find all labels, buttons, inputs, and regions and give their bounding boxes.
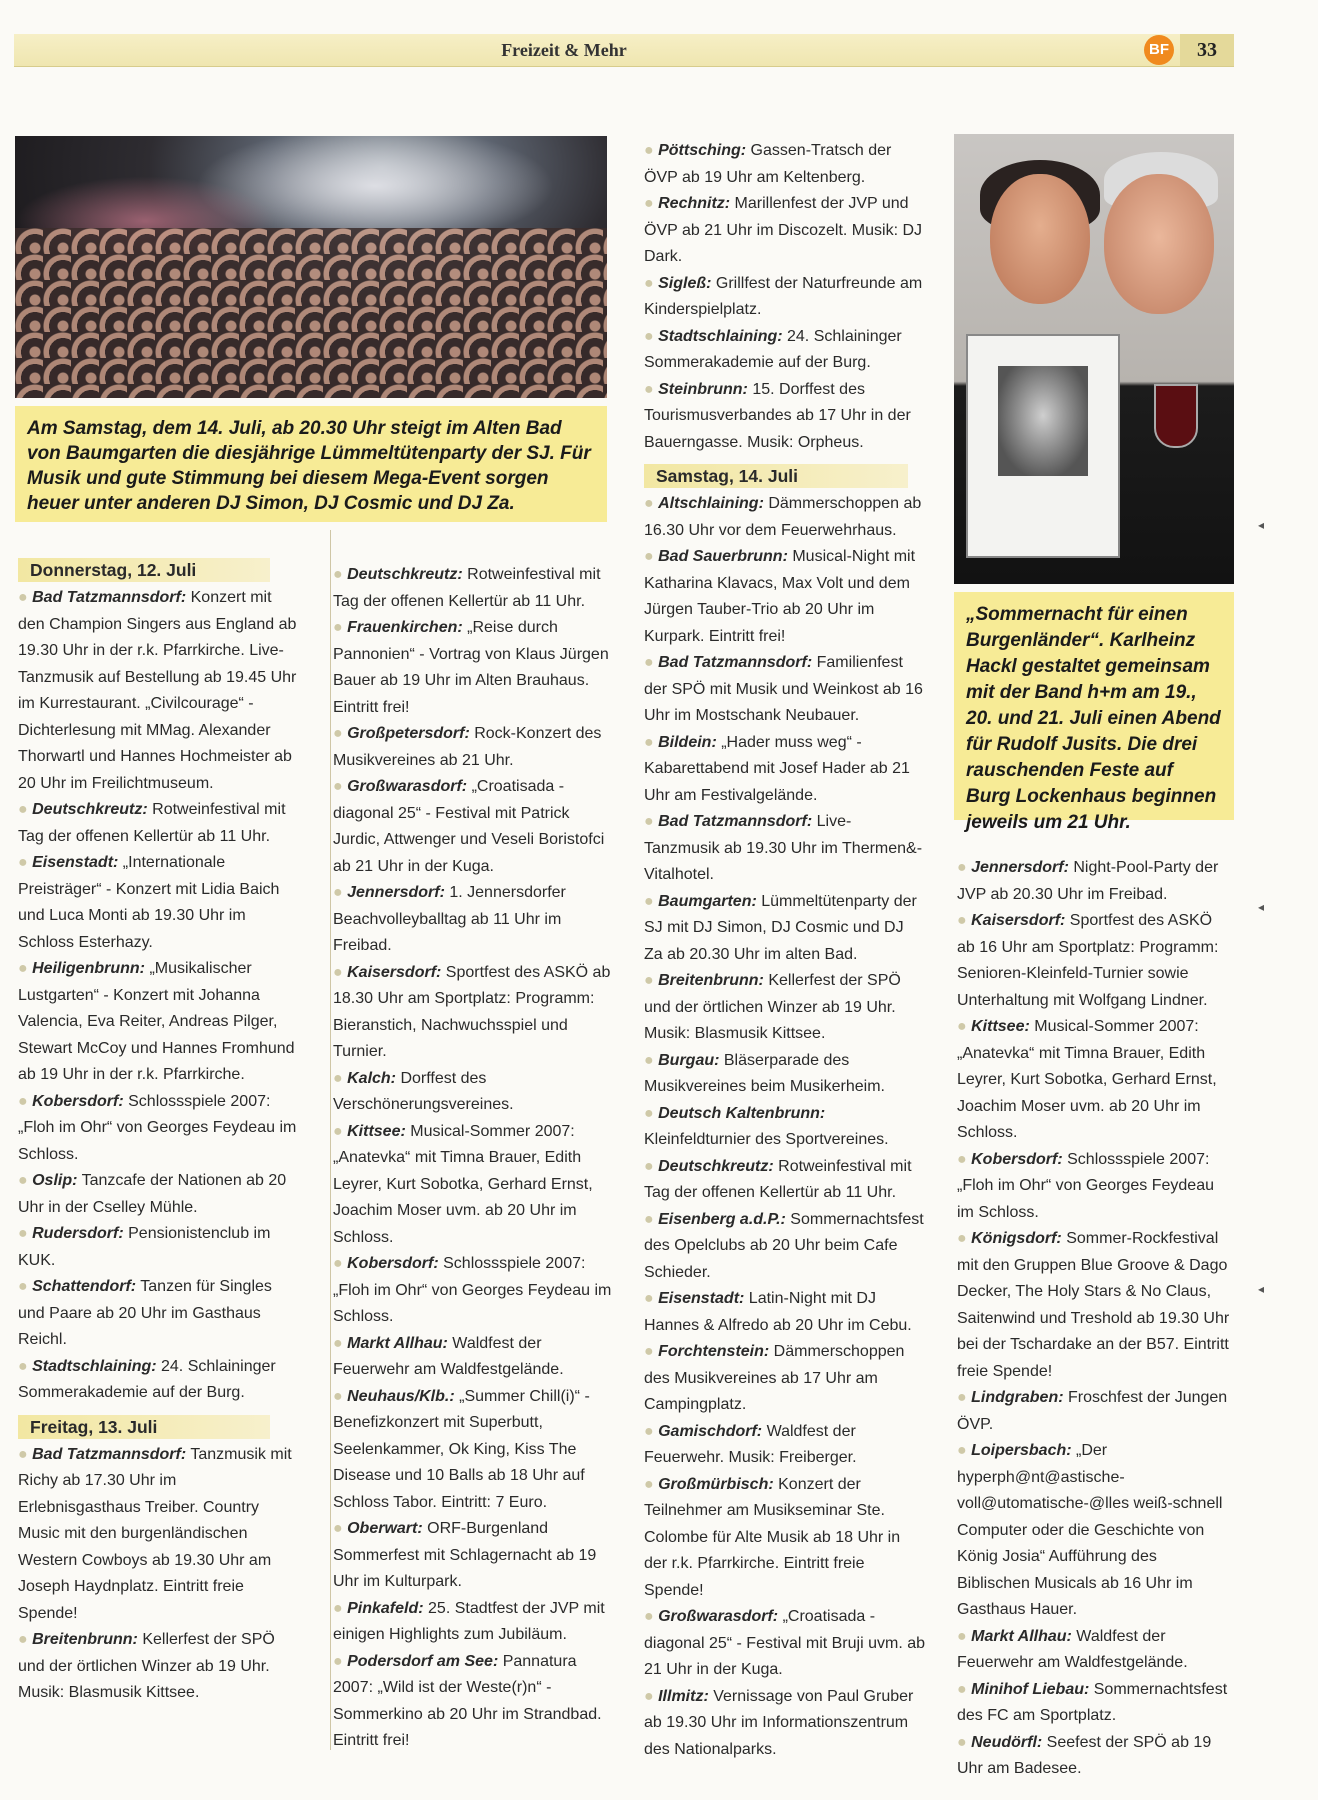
event-description: Sommer-Rockfestival mit den Gruppen Blue Groove & Dago Decker, The Holy Stars & No Claus, Saitenwind und Treshold ab 19.30 Uhr bei der Tschardake an der B57. Eintritt freie Spende! xyxy=(957,1230,1230,1380)
event-entry xyxy=(644,1207,926,1287)
event-description: Musical-Sommer 2007: „Anatevka“ mit Timna Brauer, Edith Leyrer, Kurt Sobotka, Gerhard Ernst, Joachim Moser uvm. ab 20 Uhr im Schloss. xyxy=(957,1018,1217,1141)
bullet-icon: ● xyxy=(644,1104,659,1122)
bullet-icon: ● xyxy=(957,859,972,876)
event-column-4 xyxy=(957,855,1233,1783)
event-location: Oslip: xyxy=(32,1172,78,1189)
event-description: Sommernachtsfest des Opelclubs ab 20 Uhr beim Cafe Schieder. xyxy=(644,1210,924,1281)
event-location: Stadtschlaining: xyxy=(32,1357,157,1375)
event-location: Kittsee: xyxy=(971,1018,1030,1035)
event-entry xyxy=(644,1101,926,1154)
event-location: Markt Allhau: xyxy=(347,1334,448,1352)
event-description: Dorffest des Verschönerungsvereines. xyxy=(333,1069,514,1113)
bullet-icon: ● xyxy=(957,912,972,929)
event-location: Bad Tatzmannsdorf: xyxy=(658,654,813,671)
event-location: Podersdorf am See: xyxy=(347,1652,499,1670)
event-description: Tanzmusik mit Richy ab 17.30 Uhr im Erlebnisgasthaus Treiber. Country Music mit den burgenländischen Western Cowboys ab 19.30 Uhr am Joseph Haydnplatz. Eintritt freie Spende! xyxy=(18,1445,292,1622)
event-description: 15. Dorffest des Tourismusverbandes ab 17 Uhr in der Bauerngasse. Musik: Orpheus. xyxy=(644,380,911,451)
day-heading-friday: Freitag, 13. Juli xyxy=(18,1415,270,1439)
bullet-icon: ● xyxy=(18,854,33,871)
event-entry xyxy=(644,809,926,889)
event-description: Latin-Night mit DJ Hannes & Alfredo ab 20 Uhr im Cebu. xyxy=(644,1290,912,1334)
event-location: Kobersdorf: xyxy=(347,1255,439,1272)
event-description: „Musikalischer Lustgarten“ - Konzert mit Johanna Valencia, Eva Reiter, Andreas Pilger, Stewart McCoy und Hannes Fromhund ab 19 Uhr in der r.k. Pfarrkirche. xyxy=(18,960,295,1083)
bullet-icon: ● xyxy=(644,142,659,159)
bullet-icon: ● xyxy=(18,1445,33,1463)
event-description: Pannatura 2007: „Wild ist der Weste(r)n“ - Sommerkino ab 20 Uhr im Strandbad. Eintritt frei! xyxy=(333,1652,602,1749)
event-entry xyxy=(644,1419,926,1472)
bullet-icon: ● xyxy=(333,963,348,981)
bullet-icon: ● xyxy=(18,1225,33,1242)
bullet-icon: ● xyxy=(18,1357,33,1375)
bullet-icon: ● xyxy=(18,589,33,606)
bullet-icon: ● xyxy=(333,1599,348,1617)
bullet-icon: ● xyxy=(644,1290,659,1307)
event-description: Pensionistenclub im KUK. xyxy=(18,1225,271,1269)
bullet-icon: ● xyxy=(644,892,659,910)
event-entry xyxy=(333,721,615,774)
event-description: „Der hyperph@nt@astische-voll@utomatische-@lles weiß-schnell Computer oder die Geschichte von König Josia“ Aufführung des Biblischen Musicals ab 16 Uhr im Gasthaus Hauer. xyxy=(957,1442,1223,1618)
thursday-events xyxy=(18,585,300,1407)
event-entry xyxy=(333,880,615,960)
margin-mark: ◂ xyxy=(1258,518,1265,532)
event-location: Oberwart: xyxy=(347,1520,423,1537)
event-description: Sportfest des ASKÖ ab 18.30 Uhr am Sportplatz: Programm: Bieranstich, Nachwuchsspiel und Turnier. xyxy=(333,963,611,1060)
event-entry xyxy=(333,1331,615,1384)
event-entry xyxy=(18,1442,300,1628)
event-description: Rotweinfestival mit Tag der offenen Kellertür ab 11 Uhr. xyxy=(18,801,286,845)
event-location: Großwarasdorf: xyxy=(347,778,468,795)
event-description: Schlossspiele 2007: „Floh im Ohr“ von Georges Feydeau im Schloss. xyxy=(333,1255,612,1325)
event-entry xyxy=(957,1624,1233,1677)
event-entry xyxy=(333,1596,615,1649)
saturday-events xyxy=(644,491,926,1763)
event-location: Jennersdorf: xyxy=(347,884,445,901)
event-location: Jennersdorf: xyxy=(971,859,1069,876)
event-entry xyxy=(644,968,926,1048)
event-location: Stadtschlaining: xyxy=(658,327,783,345)
event-description: Waldfest der Feuerwehr. Musik: Freiberger. xyxy=(644,1422,857,1466)
event-description: Kleinfeldturnier des Sportvereines. xyxy=(644,1131,889,1148)
event-description: Rotweinfestival mit Tag der offenen Kellertür ab 11 Uhr. xyxy=(644,1157,912,1201)
bullet-icon: ● xyxy=(644,1210,659,1228)
day-heading-saturday: Samstag, 14. Juli xyxy=(644,464,908,488)
bullet-icon: ● xyxy=(957,1389,972,1406)
event-description: „Croatisada - diagonal 25“ - Festival mit Bruji uvm. ab 21 Uhr in der Kuga. xyxy=(644,1608,925,1678)
event-entry xyxy=(644,324,926,377)
bullet-icon: ● xyxy=(644,195,659,212)
event-location: Deutsch Kaltenbrunn: xyxy=(658,1104,826,1122)
event-entry xyxy=(957,1730,1233,1783)
bullet-icon: ● xyxy=(644,1422,659,1440)
event-description: Musical-Night mit Katharina Klavacs, Max Volt und dem Jürgen Tauber-Trio ab 20 Uhr im Kurpark. Eintritt frei! xyxy=(644,548,916,645)
event-description: Familienfest der SPÖ mit Musik und Weinkost ab 16 Uhr im Mostschank Neubauer. xyxy=(644,654,923,724)
bullet-icon: ● xyxy=(644,733,659,751)
event-entry xyxy=(644,1048,926,1101)
bullet-icon: ● xyxy=(333,1520,348,1537)
event-entry xyxy=(18,956,300,1089)
bullet-icon: ● xyxy=(957,1230,972,1247)
event-location: Sigleß: xyxy=(658,274,712,292)
event-location: Kobersdorf: xyxy=(32,1092,124,1110)
event-entry xyxy=(957,855,1233,908)
event-location: Deutschkreutz: xyxy=(347,566,463,583)
bullet-icon: ● xyxy=(957,1733,972,1751)
event-entry xyxy=(18,1168,300,1221)
event-location: Schattendorf: xyxy=(32,1278,137,1295)
event-entry xyxy=(957,1226,1233,1385)
event-location: Kobersdorf: xyxy=(971,1150,1063,1168)
event-description: Sommernachtsfest des FC am Sportplatz. xyxy=(957,1680,1228,1724)
event-entry xyxy=(333,1516,615,1596)
event-description: Tanzcafe der Nationen ab 20 Uhr in der Cselley Mühle. xyxy=(18,1172,287,1216)
event-location: Großwarasdorf: xyxy=(658,1608,779,1625)
event-location: Rechnitz: xyxy=(658,195,731,212)
event-entry xyxy=(644,730,926,810)
event-entry xyxy=(957,908,1233,1014)
event-location: Bad Tatzmannsdorf: xyxy=(658,813,813,830)
bullet-icon: ● xyxy=(333,1387,348,1405)
event-location: Loipersbach: xyxy=(971,1442,1072,1459)
event-description: „Reise durch Pannonien“ - Vortrag von Klaus Jürgen Bauer ab 19 Uhr im Alten Brauhaus. Eintritt frei! xyxy=(333,619,609,716)
event-location: Großmürbisch: xyxy=(658,1475,774,1493)
event-location: Eisenstadt: xyxy=(32,854,119,871)
friday-events-continued xyxy=(644,138,926,456)
event-location: Pinkafeld: xyxy=(347,1599,424,1617)
event-location: Minihof Liebau: xyxy=(971,1680,1090,1698)
event-location: Bad Tatzmannsdorf: xyxy=(32,589,187,606)
event-entry xyxy=(644,191,926,271)
bullet-icon: ● xyxy=(957,1150,972,1168)
bullet-icon: ● xyxy=(644,1475,659,1493)
event-entry xyxy=(644,650,926,730)
bullet-icon: ● xyxy=(644,813,659,830)
bullet-icon: ● xyxy=(18,960,33,977)
bullet-icon: ● xyxy=(18,801,33,818)
event-entry xyxy=(333,1066,615,1119)
event-location: Kalch: xyxy=(347,1069,397,1087)
event-description: Konzert der Teilnehmer am Musikseminar Ste. Colombe für Alte Musik ab 18 Uhr in der r.k. Pfarrkirche. Eintritt freie Spende! xyxy=(644,1475,901,1599)
event-description: 25. Stadtfest der JVP mit einigen Highlights zum Jubiläum. xyxy=(333,1599,605,1643)
event-entry xyxy=(644,1604,926,1684)
hackl-portrait-photo xyxy=(954,134,1234,584)
event-location: Bad Sauerbrunn: xyxy=(658,548,788,565)
event-entry xyxy=(18,1274,300,1354)
bullet-icon: ● xyxy=(18,1172,33,1189)
margin-mark: ◂ xyxy=(1258,900,1265,914)
bullet-icon: ● xyxy=(644,1051,659,1069)
bullet-icon: ● xyxy=(333,725,348,742)
event-location: Kittsee: xyxy=(347,1122,406,1140)
bullet-icon: ● xyxy=(644,654,659,671)
event-entry xyxy=(333,562,615,615)
crowd-party-photo xyxy=(15,136,607,398)
event-entry xyxy=(644,491,926,544)
event-entry xyxy=(644,1684,926,1764)
event-location: Deutschkreutz: xyxy=(658,1157,774,1175)
event-entry xyxy=(644,544,926,650)
event-entry xyxy=(18,850,300,956)
bullet-icon: ● xyxy=(333,1334,348,1352)
event-description: Sportfest des ASKÖ ab 16 Uhr am Sportplatz: Programm: Senioren-Kleinfeld-Turnier sowie Unterhaltung mit Wolfgang Lindner. xyxy=(957,912,1219,1009)
event-description: „Croatisada - diagonal 25“ - Festival mit Patrick Jurdic, Attwenger und Veseli Boristofci ab 21 Uhr in der Kuga. xyxy=(333,778,605,875)
bullet-icon: ● xyxy=(333,619,348,636)
event-location: Pöttsching: xyxy=(658,142,747,159)
event-description: Gassen-Tratsch der ÖVP ab 19 Uhr am Keltenberg. xyxy=(644,142,892,186)
event-entry xyxy=(644,1154,926,1207)
event-description: Rotweinfestival mit Tag der offenen Kellertür ab 11 Uhr. xyxy=(333,566,601,610)
bullet-icon: ● xyxy=(957,1680,972,1698)
event-description: 24. Schlaininger Sommerakademie auf der Burg. xyxy=(18,1357,276,1401)
event-location: Altschlaining: xyxy=(658,495,764,512)
event-location: Frauenkirchen: xyxy=(347,619,463,636)
bullet-icon: ● xyxy=(333,778,348,795)
event-entry xyxy=(333,960,615,1066)
event-description: Waldfest der Feuerwehr am Waldfestgelände. xyxy=(957,1627,1188,1671)
event-description: „Summer Chill(i)“ - Benefizkonzert mit Superbutt, Seelenkammer, Ok King, Kiss The Disease und 10 Balls ab 18 Uhr auf Schloss Tabor. Eintritt: 7 Euro. xyxy=(333,1387,590,1511)
event-entry xyxy=(957,1677,1233,1730)
event-entry xyxy=(644,271,926,324)
bullet-icon: ● xyxy=(333,1652,348,1670)
margin-mark: ◂ xyxy=(1258,1282,1265,1296)
event-column-3 xyxy=(644,138,926,1763)
event-entry xyxy=(644,1472,926,1605)
day-heading-thursday: Donnerstag, 12. Juli xyxy=(18,558,270,582)
event-entry xyxy=(333,1649,615,1755)
event-location: Kaisersdorf: xyxy=(347,963,442,981)
bullet-icon: ● xyxy=(644,548,659,565)
event-entry xyxy=(957,1147,1233,1227)
event-location: Eisenstadt: xyxy=(658,1290,745,1307)
event-column-1 xyxy=(18,558,300,1707)
section-title: Freizeit & Mehr xyxy=(501,40,627,60)
event-description: 1. Jennersdorfer Beachvolleyballtag ab 11 Uhr im Freibad. xyxy=(333,884,566,954)
event-description: Schlossspiele 2007: „Floh im Ohr“ von Georges Feydeau im Schloss. xyxy=(18,1092,297,1163)
bullet-icon: ● xyxy=(644,1157,659,1175)
event-description: Seefest der SPÖ ab 19 Uhr am Badesee. xyxy=(957,1733,1212,1777)
event-location: Breitenbrunn: xyxy=(32,1631,138,1648)
event-column-2 xyxy=(333,562,615,1755)
event-entry xyxy=(957,1014,1233,1147)
event-location: Markt Allhau: xyxy=(971,1627,1072,1645)
event-entry xyxy=(333,615,615,721)
duo-photo-caption: „Sommernacht für einen Burgenländer“. Karlheinz Hackl gestaltet gemeinsam mit der Band h+m am 19., 20. und 21. Juli einen Abend für Rudolf Jusits. Die drei rauschenden Feste auf Burg Lockenhaus beginnen jeweils um 21 Uhr. xyxy=(954,592,1234,820)
page-header xyxy=(14,34,1234,67)
event-location: Großpetersdorf: xyxy=(347,725,470,742)
event-description: Bläserparade des Musikvereines beim Musikerheim. xyxy=(644,1051,885,1095)
event-location: Bildein: xyxy=(658,733,717,751)
event-description: Musical-Sommer 2007: „Anatevka“ mit Timna Brauer, Edith Leyrer, Kurt Sobotka, Gerhard Ernst, Joachim Moser uvm. ab 20 Uhr im Schloss. xyxy=(333,1122,593,1246)
event-description: Vernissage von Paul Gruber ab 19.30 Uhr im Informationszentrum des Nationalparks. xyxy=(644,1687,914,1758)
bullet-icon: ● xyxy=(333,1069,348,1087)
event-location: Neudörfl: xyxy=(971,1733,1043,1751)
bullet-icon: ● xyxy=(957,1627,972,1645)
bullet-icon: ● xyxy=(333,1122,348,1140)
event-description: Konzert mit den Champion Singers aus England ab 19.30 Uhr in der r.k. Pfarrkirche. Live-Tanzmusik auf Bestellung ab 19.45 Uhr im Kurrestaurant. „Civilcourage“ - Dichterlesung mit MMag. Alexander Thorwartl und Hannes Hochmeister ab 20 Uhr im Freilichtmuseum. xyxy=(18,589,297,792)
event-entry xyxy=(333,1384,615,1517)
event-entry xyxy=(333,1251,615,1331)
bullet-icon: ● xyxy=(333,566,348,583)
event-description: „Internationale Preisträger“ - Konzert mit Lidia Baich und Luca Monti ab 19.30 Uhr im Schloss Esterhazy. xyxy=(18,854,280,951)
event-description: Grillfest der Naturfreunde am Kinderspielplatz. xyxy=(644,274,923,318)
event-entry xyxy=(333,774,615,880)
event-description: Lümmeltütenparty der SJ mit DJ Simon, DJ Cosmic und DJ Za ab 20.30 Uhr im alten Bad. xyxy=(644,892,917,963)
bullet-icon: ● xyxy=(644,327,659,345)
event-location: Rudersdorf: xyxy=(32,1225,124,1242)
bullet-icon: ● xyxy=(333,1255,348,1272)
event-location: Königsdorf: xyxy=(971,1230,1062,1247)
bullet-icon: ● xyxy=(644,274,659,292)
event-location: Gamischdorf: xyxy=(658,1422,763,1440)
event-entry xyxy=(18,585,300,797)
event-description: Kellerfest der SPÖ und der örtlichen Winzer ab 19 Uhr. Musik: Blasmusik Kittsee. xyxy=(644,972,901,1042)
event-description: „Hader muss weg“ - Kabarettabend mit Josef Hader ab 21 Uhr am Festivalgelände. xyxy=(644,733,910,804)
event-location: Forchtenstein: xyxy=(658,1343,770,1360)
event-entry xyxy=(957,1385,1233,1438)
event-entry xyxy=(18,1089,300,1169)
column-divider xyxy=(330,530,331,1750)
event-description: Rock-Konzert des Musikvereines ab 21 Uhr. xyxy=(333,725,602,769)
event-entry xyxy=(18,1221,300,1274)
event-description: Dämmerschoppen ab 16.30 Uhr vor dem Feuerwehrhaus. xyxy=(644,495,922,539)
bf-logo-icon: BF xyxy=(1144,35,1174,65)
event-entry xyxy=(18,1354,300,1407)
event-entry xyxy=(18,797,300,850)
page-number: 33 xyxy=(1180,34,1234,66)
event-entry xyxy=(644,1286,926,1339)
event-entry xyxy=(333,1119,615,1252)
event-location: Illmitz: xyxy=(658,1687,709,1705)
event-description: Kellerfest der SPÖ und der örtlichen Winzer ab 19 Uhr. Musik: Blasmusik Kittsee. xyxy=(18,1631,275,1701)
event-description: 24. Schlaininger Sommerakademie auf der Burg. xyxy=(644,327,902,371)
event-description: Schlossspiele 2007: „Floh im Ohr“ von Georges Feydeau im Schloss. xyxy=(957,1150,1214,1221)
event-location: Baumgarten: xyxy=(658,892,757,910)
event-description: Dämmerschoppen des Musikvereines ab 17 Uhr am Campingplatz. xyxy=(644,1343,905,1413)
bullet-icon: ● xyxy=(18,1278,33,1295)
bullet-icon: ● xyxy=(644,495,659,512)
bullet-icon: ● xyxy=(644,1343,659,1360)
bullet-icon: ● xyxy=(644,1687,659,1705)
event-entry xyxy=(644,1339,926,1419)
event-location: Heiligenbrunn: xyxy=(32,960,145,977)
bullet-icon: ● xyxy=(957,1442,972,1459)
event-description: Tanzen für Singles und Paare ab 20 Uhr im Gasthaus Reichl. xyxy=(18,1278,272,1348)
event-description: Waldfest der Feuerwehr am Waldfestgelände. xyxy=(333,1334,564,1378)
event-location: Breitenbrunn: xyxy=(658,972,764,989)
event-location: Steinbrunn: xyxy=(658,380,748,398)
event-description: Night-Pool-Party der JVP ab 20.30 Uhr im Freibad. xyxy=(957,859,1219,903)
event-entry xyxy=(644,138,926,191)
event-location: Bad Tatzmannsdorf: xyxy=(32,1445,187,1463)
bullet-icon: ● xyxy=(18,1092,33,1110)
bullet-icon: ● xyxy=(957,1018,972,1035)
event-entry xyxy=(644,377,926,457)
bullet-icon: ● xyxy=(333,884,348,901)
event-description: Froschfest der Jungen ÖVP. xyxy=(957,1389,1228,1433)
event-description: Live-Tanzmusik ab 19.30 Uhr im Thermen&-Vitalhotel. xyxy=(644,813,923,883)
event-location: Deutschkreutz: xyxy=(32,801,148,818)
event-location: Eisenberg a.d.P.: xyxy=(658,1210,786,1228)
bullet-icon: ● xyxy=(644,972,659,989)
event-location: Lindgraben: xyxy=(971,1389,1064,1406)
event-entry xyxy=(957,1438,1233,1624)
event-description: ORF-Burgenland Sommerfest mit Schlagernacht ab 19 Uhr im Kulturpark. xyxy=(333,1520,597,1590)
crowd-photo-caption: Am Samstag, dem 14. Juli, ab 20.30 Uhr steigt im Alten Bad von Baumgarten die diesjährige Lümmeltütenparty der SJ. Für Musik und gute Stimmung bei diesem Mega-Event sorgen heuer unter anderen DJ Simon, DJ Cosmic und DJ Za. xyxy=(15,406,607,522)
event-location: Kaisersdorf: xyxy=(971,912,1066,929)
event-location: Neuhaus/Klb.: xyxy=(347,1387,455,1405)
event-entry xyxy=(644,889,926,969)
event-entry xyxy=(18,1627,300,1707)
bullet-icon: ● xyxy=(644,380,659,398)
bullet-icon: ● xyxy=(18,1631,33,1648)
friday-events xyxy=(18,1442,300,1707)
bullet-icon: ● xyxy=(644,1608,659,1625)
event-description: Marillenfest der JVP und ÖVP ab 21 Uhr im Discozelt. Musik: DJ Dark. xyxy=(644,195,923,265)
event-location: Burgau: xyxy=(658,1051,720,1069)
